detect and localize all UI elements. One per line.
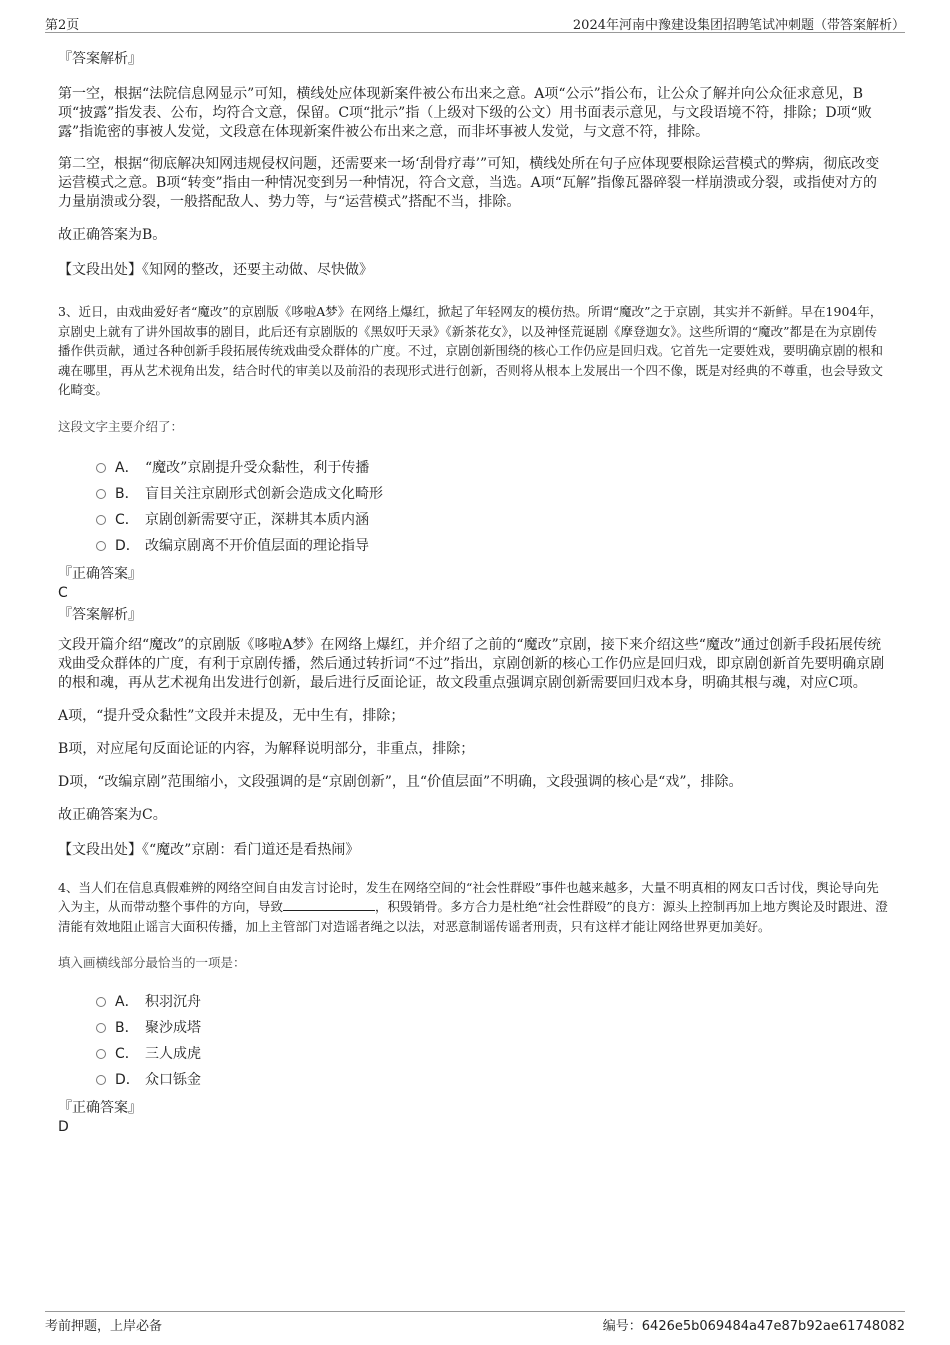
analysis-paragraph: 第二空，根据“彻底解决知网违规侵权问题，还需要来一场‘刮骨疗毒’”可知，横线处所在句子应体现要根除运营模式的弊病，彻底改变运营模式之意。B项“转变”指由一种情况变到另一种情况，符合文意，当选。A项“瓦解”指像瓦器碎裂一样崩溃或分裂，或指使对方的力量崩溃或分裂，一般搭配敌人、势力等，与“运营模式”搭配不当，排除。 bbox=[58, 156, 880, 210]
option-list bbox=[58, 989, 888, 1093]
answer-conclusion: 故正确答案为C。 bbox=[58, 806, 167, 823]
document-code: 编号：6426e5b069484a47e87b92ae61748082 bbox=[602, 1319, 905, 1334]
radio-icon[interactable] bbox=[96, 997, 106, 1007]
source-citation: 【文段出处】《知网的整改，还要主动做、尽快做》 bbox=[58, 262, 373, 278]
footer-slogan: 考前押题，上岸必备 bbox=[45, 1319, 163, 1334]
radio-icon[interactable] bbox=[96, 541, 106, 551]
correct-answer: D bbox=[58, 1119, 69, 1135]
option-d[interactable]: D． 改编京剧离不开价值层面的理论指导 bbox=[58, 533, 888, 559]
option-note: B项，对应尾句反面论证的内容，为解释说明部分，非重点，排除； bbox=[58, 740, 475, 757]
option-d[interactable]: D． 众口铄金 bbox=[58, 1067, 888, 1093]
correct-answer: C bbox=[58, 584, 68, 601]
option-note: D项，“改编京剧”范围缩小，文段强调的是“京剧创新”，且“价值层面”不明确，文段强调的核心是“戏”，排除。 bbox=[58, 773, 743, 790]
option-c[interactable]: C． 京剧创新需要守正，深耕其本质内涵 bbox=[58, 507, 888, 533]
radio-icon[interactable] bbox=[96, 489, 106, 499]
radio-icon[interactable] bbox=[96, 463, 106, 473]
radio-icon[interactable] bbox=[96, 515, 106, 525]
option-c[interactable]: C． 三人成虎 bbox=[58, 1041, 888, 1067]
analysis-paragraph: 第一空，根据“法院信息网显示”可知，横线处应体现新案件被公布出来之意。A项“公示”指公布，让公众了解并向公众征求意见，B项“披露”指发表、公布，均符合文意，保留。C项“批示”指（上级对下级的公文）用书面表示意见，与文段语境不符，排除；D项“败露”指诡密的事被人发觉，文段意在体现新案件被公布出来之意，而非坏事被人发觉，与文意不符，排除。 bbox=[58, 86, 872, 140]
question-prompt: 填入画横线部分最恰当的一项是： bbox=[58, 955, 246, 970]
page-header bbox=[45, 14, 905, 33]
radio-icon[interactable] bbox=[96, 1023, 106, 1033]
analysis-label: 『答案解析』 bbox=[58, 606, 142, 623]
option-b[interactable]: B． 盲目关注京剧形式创新会造成文化畸形 bbox=[58, 481, 888, 507]
option-b[interactable]: B． 聚沙成塔 bbox=[58, 1015, 888, 1041]
radio-icon[interactable] bbox=[96, 1075, 106, 1085]
option-a[interactable]: A． “魔改”京剧提升受众黏性，利于传播 bbox=[58, 455, 888, 481]
radio-icon[interactable] bbox=[96, 1049, 106, 1059]
question-text: 4、当人们在信息真假难辨的网络空间自由发言讨论时，发生在网络空间的“社会性群殴”事件也越来越多，大量不明真相的网友口舌讨伐，舆论导向先入为主，从而带动整个事件的方向，导致 ，积毁销骨。多方合力是杜绝“社会性群殴”的良方：源头上控制再加上地方舆论及时跟进、澄清能有效地阻止谣言大面积传播，加上主管部门对造谣者绳之以法，对恶意制谣传谣者刑责，只有这样才能让网络世界更加美好。 bbox=[58, 879, 888, 934]
option-a[interactable]: A． 积羽沉舟 bbox=[58, 989, 888, 1015]
option-list bbox=[58, 455, 888, 559]
correct-answer-label: 『正确答案』 bbox=[58, 1100, 142, 1116]
option-note: A项，“提升受众黏性”文段并未提及，无中生有，排除； bbox=[58, 707, 405, 724]
source-citation: 【文段出处】《“魔改”京剧：看门道还是看热闹》 bbox=[58, 841, 360, 858]
question-prompt: 这段文字主要介绍了： bbox=[58, 418, 184, 434]
question-text: 3、近日，由戏曲爱好者“魔改”的京剧版《哆啦A梦》在网络上爆红，掀起了年轻网友的模仿热。所谓“魔改”之于京剧，其实并不新鲜。早在1904年，京剧史上就有了讲外国故事的剧目，此后还有京剧版的《黑奴吁天录》《新茶花女》，以及神怪荒诞剧《摩登迦女》。这些所谓的“魔改”都是在为京剧传播作供贡献，通过各种创新手段拓展传统戏曲受众群体的广度。不过，京剧创新围绕的核心工作仍应是回归戏。它首先一定要姓戏，要明确京剧的根和魂在哪里，再从艺术视角出发，结合时代的审美以及前沿的表现形式进行创新，否则将从根本上发展出一个四不像，既是对经典的不尊重，也会导致文化畸变。 bbox=[58, 304, 884, 397]
document-body bbox=[58, 44, 888, 1135]
analysis-paragraph: 文段开篇介绍“魔改”的京剧版《哆啦A梦》在网络上爆红，并介绍了之前的“魔改”京剧，接下来介绍这些“魔改”通过创新手段拓展传统戏曲受众群体的广度，有利于京剧传播，然后通过转折词“不过”指出，京剧创新的核心工作仍应是回归戏，即京剧创新首先要明确京剧的根和魂，再从艺术视角出发进行创新，最后进行反面论证，故文段重点强调京剧创新需要回归戏本身，明确其根与魂，对应C项。 bbox=[58, 636, 885, 691]
answer-blank bbox=[283, 898, 375, 911]
analysis-label: 『答案解析』 bbox=[58, 51, 142, 67]
page-footer bbox=[45, 1311, 905, 1332]
correct-answer-label: 『正确答案』 bbox=[58, 565, 142, 582]
answer-conclusion: 故正确答案为B。 bbox=[58, 227, 167, 243]
document-title: 2024年河南中豫建设集团招聘笔试冲刺题（带答案解析） bbox=[572, 18, 905, 33]
page-number: 第2页 bbox=[45, 18, 80, 33]
